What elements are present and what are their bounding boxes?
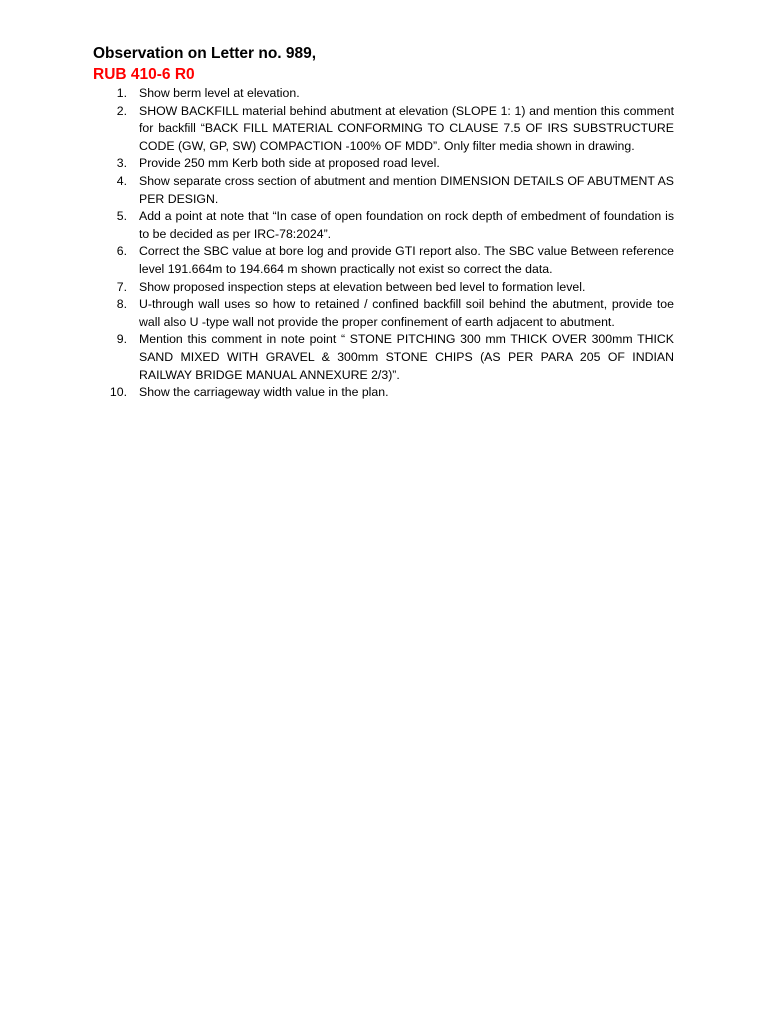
observation-item-6: [93, 243, 674, 278]
observation-item-1: [93, 85, 674, 103]
observation-text: Show berm level at elevation.: [139, 86, 300, 100]
observation-number: 9.: [116, 332, 127, 347]
observation-text: Correct the SBC value at bore log and provide GTI report also. The SBC value Between reference level 191.664m to 194.664 m shown practically not exist so correct the data.: [139, 244, 674, 276]
observation-item-5: [93, 208, 674, 243]
observation-number: 10.: [109, 385, 127, 400]
observation-list: [93, 85, 674, 402]
observation-number: 2.: [116, 103, 127, 118]
observation-number: 6.: [116, 244, 127, 259]
observation-item-2: [93, 103, 674, 156]
document-reference: RUB 410-6 R0: [93, 66, 195, 83]
observation-text: Show separate cross section of abutment and mention DIMENSION DETAILS OF ABUTMENT AS PER DESIGN.: [139, 173, 674, 206]
observation-text: Show proposed inspection steps at elevation between bed level to formation level.: [139, 279, 586, 294]
observation-item-4: [93, 173, 674, 208]
observation-text: Provide 250 mm Kerb both side at proposed road level.: [139, 156, 440, 171]
observation-item-8: [93, 296, 674, 331]
observation-text: U-through wall uses so how to retained / confined backfill soil behind the abutment, provide toe wall also U -type wall not provide the proper confinement of earth adjacent to abutment.: [139, 297, 674, 329]
observation-text: Add a point at note that “In case of open foundation on rock depth of embedment of foundation is to be decided as per IRC-78:2024”.: [139, 209, 674, 241]
observation-text: Show the carriageway width value in the plan.: [139, 385, 389, 400]
observation-text: SHOW BACKFILL material behind abutment at elevation (SLOPE 1: 1) and mention this comment for backfill “BACK FILL MATERIAL CONFORMING TO CLAUSE 7.5 OF IRS SUBSTRUCTURE CODE (GW, GP, SW) COMPACTION -100% OF MDD”. Only filter media shown in drawing.: [139, 103, 674, 153]
document-content: [93, 43, 674, 402]
observation-number: 5.: [116, 209, 127, 224]
observation-number: 1.: [116, 86, 127, 100]
observation-item-9: [93, 331, 674, 384]
observation-item-7: [93, 279, 674, 297]
observation-item-3: [93, 155, 674, 173]
observation-number: 8.: [116, 297, 127, 312]
observation-number: 4.: [116, 173, 127, 188]
observation-text: Mention this comment in note point “ STONE PITCHING 300 mm THICK OVER 300mm THICK SAND MIXED WITH GRAVEL & 300mm STONE CHIPS (AS PER PARA 205 OF INDIAN RAILWAY BRIDGE MANUAL ANNEXURE 2/3)”.: [139, 332, 674, 382]
document-title: Observation on Letter no. 989,: [93, 45, 317, 62]
observation-item-10: [93, 384, 674, 402]
observation-number: 7.: [116, 279, 127, 294]
observation-number: 3.: [116, 156, 127, 171]
